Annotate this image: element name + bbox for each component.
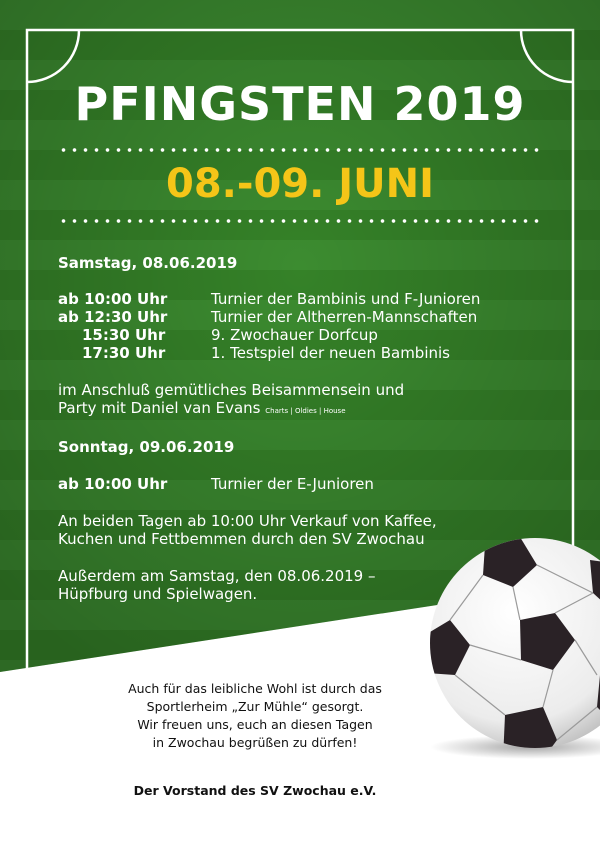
soccer-ball-icon — [425, 535, 600, 765]
schedule-row — [58, 344, 548, 362]
extra-line-1: Außerdem am Samstag, den 08.06.2019 – — [58, 567, 376, 585]
event-title: Turnier der Bambinis und F-Junioren — [211, 290, 481, 308]
footer-line-1: Auch für das leibliche Wohl ist durch das — [128, 681, 382, 696]
schedule-row — [58, 290, 548, 308]
schedule-row — [58, 326, 548, 344]
event-title: 1. Testspiel der neuen Bambinis — [211, 344, 450, 362]
event-title: Turnier der Altherren-Mannschaften — [211, 308, 478, 326]
sunday-heading: Sonntag, 09.06.2019 — [58, 438, 235, 456]
schedule-row — [58, 308, 548, 326]
saturday-heading: Samstag, 08.06.2019 — [58, 254, 238, 272]
event-time: ab 12:30 Uhr — [58, 308, 168, 326]
event-time: 17:30 Uhr — [82, 344, 166, 362]
extra-line-2: Hüpfburg und Spielwagen. — [58, 585, 258, 603]
dotted-divider-bottom — [58, 219, 542, 223]
sales-line-2: Kuchen und Fettbemmen durch den SV Zwochau — [58, 530, 425, 548]
party-line-1: im Anschluß gemütliches Beisammensein und — [58, 381, 405, 399]
sales-line-1: An beiden Tagen ab 10:00 Uhr Verkauf von Kaffee, — [58, 512, 437, 530]
event-title: 9. Zwochauer Dorfcup — [211, 326, 378, 344]
sales-info — [58, 512, 478, 548]
dotted-divider-top — [58, 148, 542, 152]
footer-line-2: Sportlerheim „Zur Mühle“ gesorgt. — [146, 699, 364, 714]
signature: Der Vorstand des SV Zwochau e.V. — [133, 783, 377, 798]
event-time: ab 10:00 Uhr — [58, 475, 168, 493]
party-info — [58, 381, 478, 417]
party-genres: Charts | Oldies | House — [265, 407, 346, 415]
footer-line-3: Wir freuen uns, euch an diesen Tagen — [137, 717, 373, 732]
schedule-row — [58, 475, 548, 493]
event-title: Turnier der E-Junioren — [211, 475, 374, 493]
event-time: 15:30 Uhr — [82, 326, 166, 344]
footer-message — [90, 680, 420, 752]
footer-line-4: in Zwochau begrüßen zu dürfen! — [152, 735, 358, 750]
event-time: ab 10:00 Uhr — [58, 290, 168, 308]
party-line-2: Party mit Daniel van Evans — [58, 399, 261, 417]
event-date: 08.-09. JUNI — [166, 161, 434, 207]
extra-info — [58, 567, 478, 603]
page-title: PFINGSTEN 2019 — [74, 77, 526, 131]
